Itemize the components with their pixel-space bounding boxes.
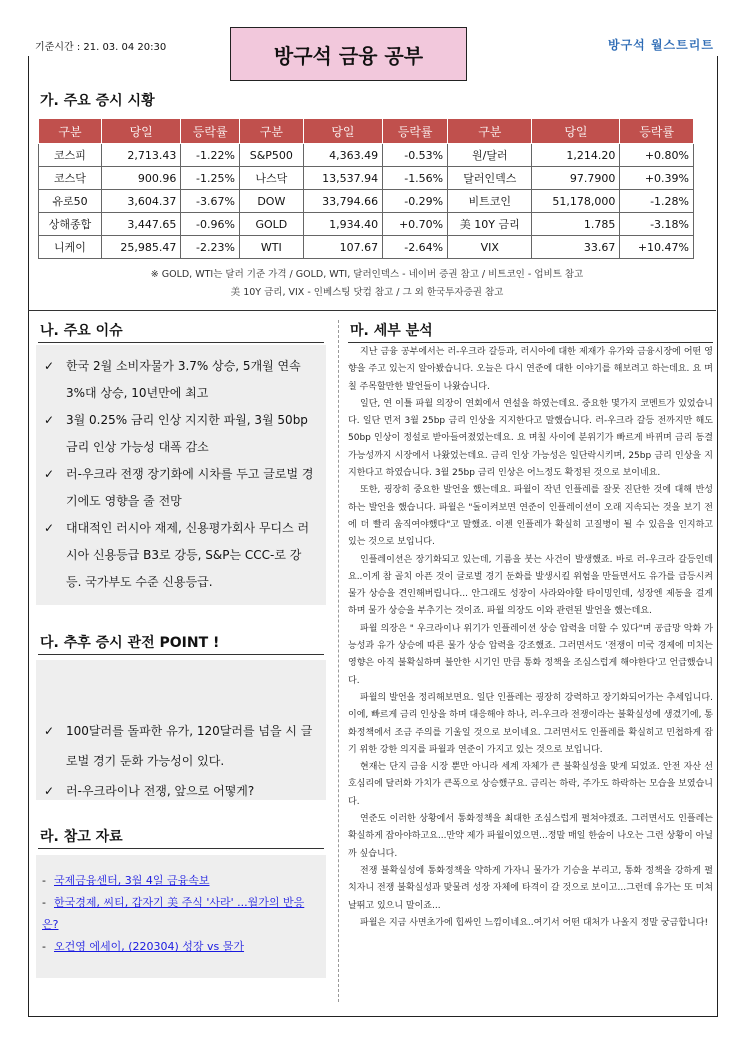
table-row [39, 213, 694, 236]
issue-item: ✓ 3월 0.25% 금리 인상 지지한 파월, 3월 50bp 금리 인상 가능성 대폭 감소 [36, 407, 316, 461]
brand-logo: 방구석 월스트리트 [608, 38, 714, 52]
section-divider [28, 310, 716, 311]
table-cell: -0.29% [383, 190, 448, 213]
heading-underline [38, 848, 324, 849]
analysis-paragraph: 지난 금융 공부에서는 러-우크라 갈등과, 러시아에 대한 제재가 유가와 금융시장에 어떤 영향을 주고 있는지 알아봤습니다. 오늘은 다시 연준에 대한 이야기를 해보려고 하는데요. 요 며칠 주목할만한 발언들이 나왔습니다. [348, 347, 713, 392]
point-item: ✓ 러-우크라이나 전쟁, 앞으로 어떻게? [36, 776, 316, 806]
table-cell: 4,363.49 [303, 144, 382, 167]
table-cell: 3,604.37 [101, 190, 180, 213]
reference-item: - 국제금융센터, 3월 4일 금융속보 [42, 874, 210, 887]
table-row [39, 167, 694, 190]
table-cell: 코스닥 [39, 167, 102, 190]
table-cell: -2.64% [383, 236, 448, 259]
reference-item: - 한국경제, 씨티, 갑자기 美 주식 '사라' ...월가의 반응은? [42, 896, 305, 931]
col-header: 당일 [532, 119, 620, 144]
table-cell: 비트코인 [448, 190, 532, 213]
table-cell: +0.80% [620, 144, 694, 167]
analysis-paragraph: 파월 의장은 " 우크라이나 위기가 인플레이션 상승 압력을 더할 수 있다"며 공급망 악화 가능성과 유가 상승에 따른 물가 상승 압력을 강조했죠. 그러면서도 '전쟁이 미국 경제에 미치는 영향은 아직 불확실하며 불안한 시기인 만큼 통화 정책을 조심스럽게 해야한다'고 언급했습니다. [348, 623, 713, 686]
table-cell: 13,537.94 [303, 167, 382, 190]
table-cell: 33,794.66 [303, 190, 382, 213]
analysis-paragraph: 또한, 굉장히 중요한 발언을 했는데요. 파월이 작년 인플레를 잘못 진단한 것에 대해 반성하는 발언을 했습니다. 파월은 "돌이켜보면 연준이 인플레이션이 오래 지속되는 것을 보기 전에 더 빨리 움직여야했다"고 말했죠. 이젠 인플레가 확실히 고질병이 될 수 있음을 인지하고 있는 것으로 보입니다. [348, 485, 713, 548]
heading-underline [38, 654, 324, 655]
table-cell: 107.67 [303, 236, 382, 259]
table-cell: 美 10Y 금리 [448, 213, 532, 236]
table-cell: 나스닥 [239, 167, 303, 190]
col-header: 구분 [239, 119, 303, 144]
table-cell: -1.25% [181, 167, 240, 190]
table-cell: -3.18% [620, 213, 694, 236]
reference-item: - 오건영 에세이, (220304) 성장 vs 물가 [42, 940, 245, 953]
col-header: 당일 [303, 119, 382, 144]
table-source-note-2: 美 10Y 금리, VIX - 인베스팅 닷컴 참고 / 그 외 한국투자증권 참고 [230, 287, 504, 298]
page-title: 방구석 금융 공부 [230, 27, 467, 81]
timestamp: 기준시간 : 21. 03. 04 20:30 [35, 42, 167, 53]
issue-item: ✓ 한국 2월 소비자물가 3.7% 상승, 5개월 연속 3%대 상승, 10년만에 최고 [36, 353, 316, 407]
table-cell: 25,985.47 [101, 236, 180, 259]
table-row [39, 190, 694, 213]
references-box [36, 855, 326, 978]
table-cell: 상해종합 [39, 213, 102, 236]
table-cell: WTI [239, 236, 303, 259]
table-cell: 900.96 [101, 167, 180, 190]
table-cell: -0.53% [383, 144, 448, 167]
reference-link[interactable]: 한국경제, 씨티, 갑자기 美 주식 '사라' ...월가의 반응은? [42, 896, 305, 931]
table-header-row [39, 119, 694, 144]
analysis-body [348, 344, 713, 932]
section-heading-references: 라. 참고 자료 [40, 829, 123, 845]
analysis-paragraph: 파월의 발언을 정리해보면요. 일단 인플레는 굉장히 강력하고 장기화되어가는 추세입니다. 이에, 빠르게 금리 인상을 하며 대응해야 하나, 러-우크라 전쟁이라는 불확실성에 생겼기에, 통화정책에서 조금 주의를 기울일 것으로 보이네요. 그러면서도 인플레를 확실히고 민첩하게 잡기 위한 강한 의지를 파월과 연준이 가지고 있는 것으로 보입니다. [348, 692, 713, 755]
table-cell: 원/달러 [448, 144, 532, 167]
table-cell: 코스피 [39, 144, 102, 167]
col-header: 등락률 [383, 119, 448, 144]
table-cell: S&P500 [239, 144, 303, 167]
table-cell: 니케이 [39, 236, 102, 259]
table-row [39, 236, 694, 259]
column-divider [338, 320, 339, 1002]
table-cell: 달러인덱스 [448, 167, 532, 190]
col-header: 당일 [101, 119, 180, 144]
table-cell: -1.22% [181, 144, 240, 167]
reference-link[interactable]: 국제금융센터, 3월 4일 금융속보 [53, 874, 210, 887]
issue-item: ✓ 러-우크라 전쟁 장기화에 시차를 두고 글로벌 경기에도 영향을 줄 전망 [36, 461, 316, 515]
points-box [36, 660, 326, 800]
col-header: 구분 [39, 119, 102, 144]
analysis-paragraph: 현재는 단지 금융 시장 뿐만 아니라 세계 자체가 큰 불확실성을 맞게 되었죠. 안전 자산 선호심리에 달러화 가치가 큰폭으로 상승했구요. 금리는 하락, 주가도 하락하는 모습을 보였습니다. [348, 762, 713, 807]
table-cell: +10.47% [620, 236, 694, 259]
table-cell: +0.70% [383, 213, 448, 236]
section-heading-issues: 나. 주요 이슈 [40, 323, 123, 339]
table-cell: 51,178,000 [532, 190, 620, 213]
analysis-paragraph: 파월은 지금 사면초가에 힙싸인 느낌이네요..여기서 어떤 대처가 나올지 정말 궁금합니다! [360, 917, 709, 928]
table-cell: -1.28% [620, 190, 694, 213]
heading-underline [348, 342, 713, 343]
table-cell: 3,447.65 [101, 213, 180, 236]
issue-item: ✓ 대대적인 러시아 재제, 신용평가회사 무디스 러시아 신용등급 B3로 강등, S&P는 CCC-로 강등. 국가부도 수준 신용등급. [36, 515, 316, 596]
table-cell: 1,934.40 [303, 213, 382, 236]
table-cell: -1.56% [383, 167, 448, 190]
section-heading-points: 다. 추후 증시 관전 POINT ! [40, 635, 220, 651]
table-cell: VIX [448, 236, 532, 259]
col-header: 등락률 [620, 119, 694, 144]
table-row [39, 144, 694, 167]
table-cell: 1.785 [532, 213, 620, 236]
issues-box [36, 345, 326, 605]
analysis-paragraph: 인플레이션은 장기화되고 있는데, 기름을 붓는 사건이 발생했죠. 바로 러-우크라 갈등인데요..이게 참 골치 아픈 것이 글로벌 경기 둔화를 발생시킬 위험을 만들면서도 유가를 급등시켜 물가 상승을 견인해버립니다... 안그래도 성장이 사라와야할 타이밍인데, 성장엔 제동을 걸게하며 물가 상승을 부추기는 것이죠. 파월 의장도 이와 관련된 발언을 했는데요. [348, 554, 713, 617]
table-cell: 유로50 [39, 190, 102, 213]
table-cell: +0.39% [620, 167, 694, 190]
table-cell: 2,713.43 [101, 144, 180, 167]
section-heading-market: 가. 주요 증시 시황 [40, 93, 155, 109]
analysis-paragraph: 일단, 연 이틀 파월 의장이 연회에서 연설을 하였는데요. 중요한 몇가지 코멘트가 있었습니다. 일단 먼저 3월 25bp 금리 인상을 지지한다고 말했습니다. 러-우크라 갈등 전까지만 해도 50bp 인상이 정설로 받아들여졌었는데요. 요 며칠 사이에 분위기가 빠르게 바뀌며 금리 동결 가능성까지 시장에서 나왔었는데요. 금리 인상 가능성은 일단락시키며, 25bp 금리 인상을 지지한다고 하였습니다. 3월 25bp 금리 인상은 어느정도 확정된 것으로 보이네요. [348, 398, 713, 479]
market-table [38, 118, 694, 259]
table-cell: -0.96% [181, 213, 240, 236]
reference-link[interactable]: 오건영 에세이, (220304) 성장 vs 물가 [53, 940, 245, 953]
table-source-note: ※ GOLD, WTI는 달러 기준 가격 / GOLD, WTI, 달러인덱스 - 네이버 증권 참고 / 비트코인 - 업비트 참고 [150, 269, 584, 280]
point-item: ✓ 100달러를 돌파한 유가, 120달러를 넘을 시 글로벌 경기 둔화 가능성이 있다. [36, 716, 316, 776]
table-cell: DOW [239, 190, 303, 213]
analysis-paragraph: 연준도 이러한 상황에서 통화정책을 최대한 조심스럽게 펼쳐야겠죠. 그러면서도 인플레는 확실하게 잡아야하고요...만약 제가 파월이었으면...정말 매일 한숨이 나오는 그런 상황이 아닐까 싶습니다. [348, 814, 713, 859]
analysis-paragraph: 전쟁 불확실성에 통화정책을 약하게 가자니 물가가 기승을 부리고, 통화 정책을 강하게 펼치자니 전쟁 불확실성과 맞물려 성장 자체에 타격이 갈 것으로 보이고...그런데 유가는 또 미쳐 날뛰고 있으니 말이죠... [348, 865, 713, 911]
table-cell: -3.67% [181, 190, 240, 213]
section-heading-analysis: 마. 세부 분석 [350, 323, 433, 339]
heading-underline [38, 342, 324, 343]
table-cell: 97.7900 [532, 167, 620, 190]
col-header: 구분 [448, 119, 532, 144]
col-header: 등락률 [181, 119, 240, 144]
table-cell: 1,214.20 [532, 144, 620, 167]
table-cell: -2.23% [181, 236, 240, 259]
table-cell: 33.67 [532, 236, 620, 259]
table-cell: GOLD [239, 213, 303, 236]
